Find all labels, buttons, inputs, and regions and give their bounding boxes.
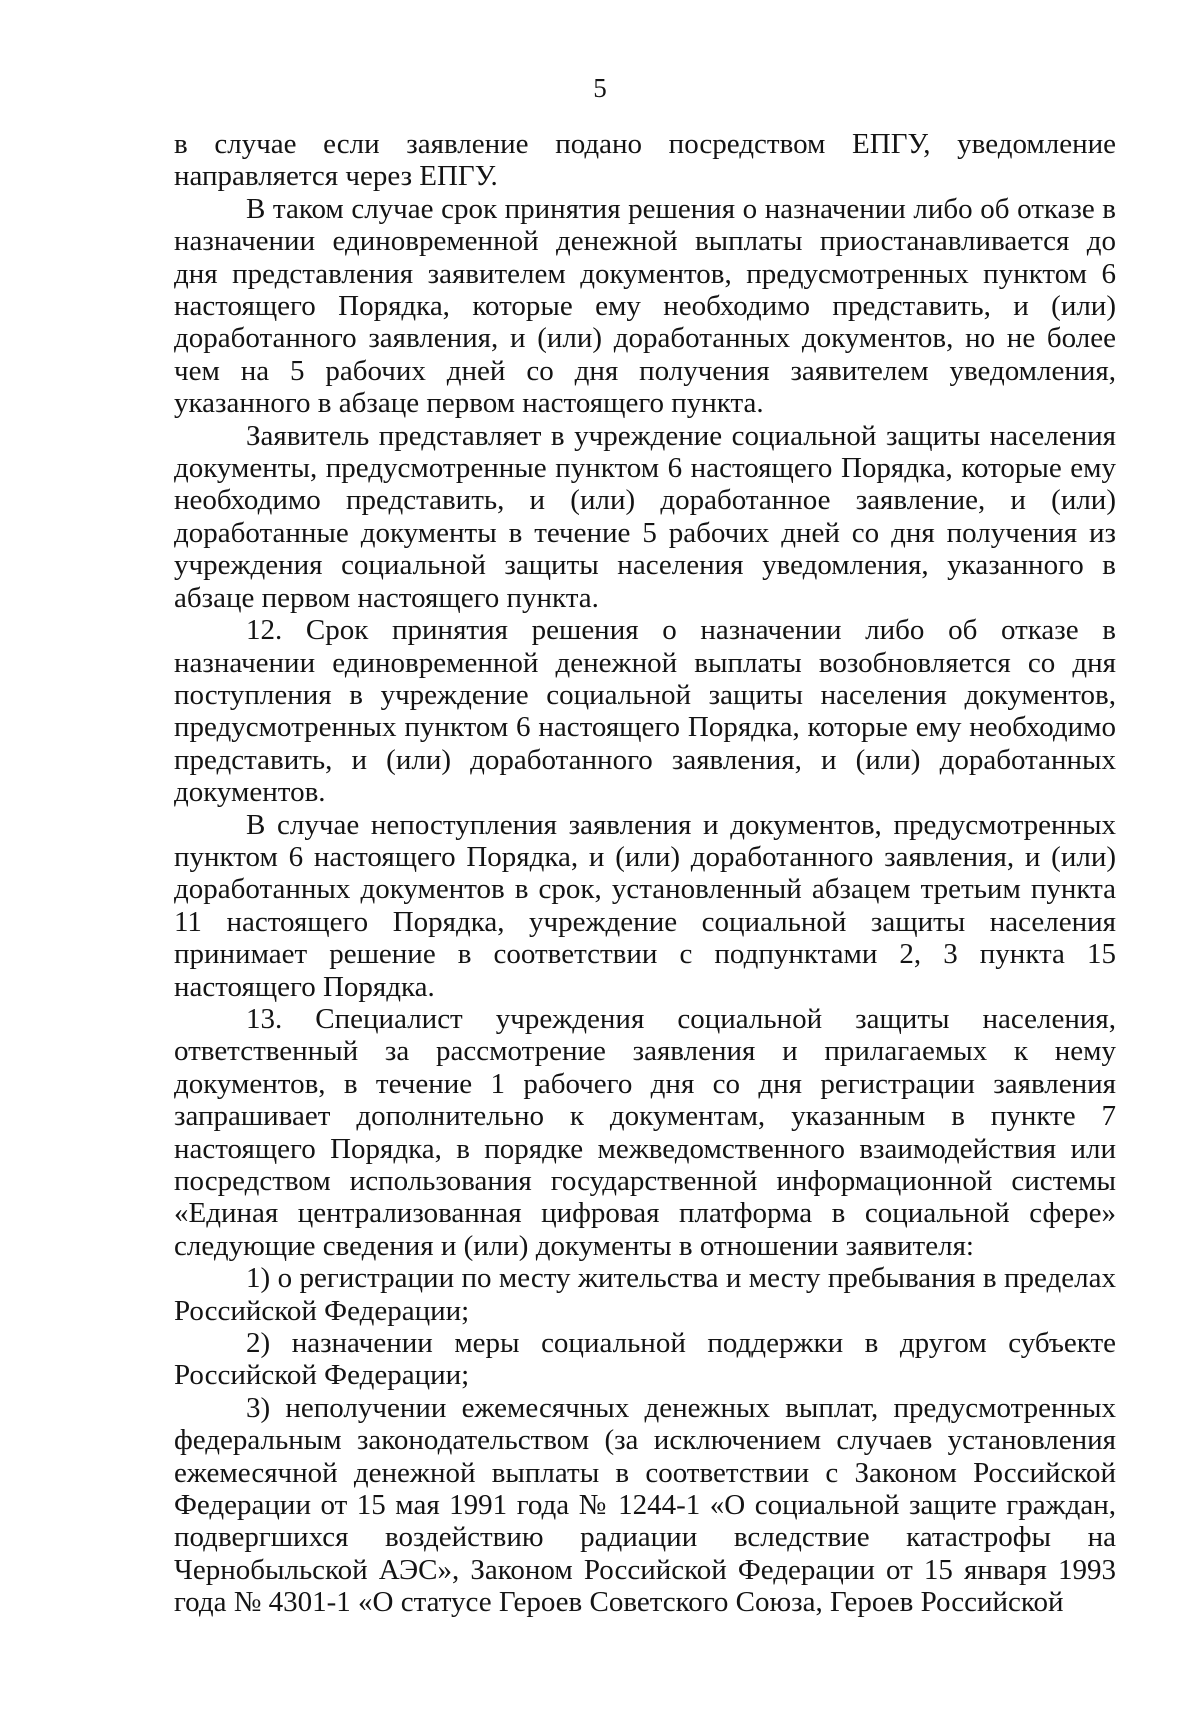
- list-item-1-registration: 1) о регистрации по месту жительства и месту пребывания в пределах Российской Федерации;: [174, 1262, 1116, 1327]
- paragraph-item-12: 12. Срок принятия решения о назначении либо об отказе в назначении единовременной денежной выплаты возобновляется со дня поступления в учреждение социальной защиты населения документов, предусмотренных пунктом 6 настоящего Порядка, которые ему необходимо представить, и (или) доработанного заявления, и (или) доработанных документов.: [174, 614, 1116, 809]
- document-body: [174, 128, 1116, 1619]
- page-number: 5: [593, 73, 607, 103]
- paragraph-notice-via-epgu: в случае если заявление подано посредством ЕПГУ, уведомление направляется через ЕПГУ.: [174, 128, 1116, 193]
- paragraph-item-13: 13. Специалист учреждения социальной защиты населения, ответственный за рассмотрение заявления и прилагаемых к нему документов, в течение 1 рабочего дня со дня регистрации заявления запрашивает дополнительно к документам, указанным в пункте 7 настоящего Порядка, в порядке межведомственного взаимодействия или посредством использования государственной информационной системы «Единая централизованная цифровая платформа в социальной сфере» следующие сведения и (или) документы в отношении заявителя:: [174, 1002, 1116, 1262]
- list-item-3-monthly-payments: 3) неполучении ежемесячных денежных выплат, предусмотренных федеральным законодательством (за исключением случаев установления ежемесячной денежной выплаты в соответствии с Законом Российской Федерации от 15 мая 1991 года № 1244-1 «О социальной защите граждан, подвергшихся воздействию радиации вследствие катастрофы на Чернобыльской АЭС», Законом Российской Федерации от 15 января 1993 года № 4301-1 «О статусе Героев Советского Союза, Героев Российской: [174, 1391, 1116, 1619]
- paragraph-non-receipt: В случае непоступления заявления и документов, предусмотренных пунктом 6 настоящего Порядка, и (или) доработанного заявления, и (или) доработанных документов в срок, установленный абзацем третьим пункта 11 настоящего Порядка, учреждение социальной защиты населения принимает решение в соответствии с подпунктами 2, 3 пункта 15 настоящего Порядка.: [174, 808, 1116, 1003]
- paragraph-deadline-suspension: В таком случае срок принятия решения о назначении либо об отказе в назначении единовременной денежной выплаты приостанавливается до дня представления заявителем документов, предусмотренных пунктом 6 настоящего Порядка, которые ему необходимо представить, и (или) доработанного заявления, и (или) доработанных документов, но не более чем на 5 рабочих дней со дня получения заявителем уведомления, указанного в абзаце первом настоящего пункта.: [174, 192, 1116, 420]
- list-item-2-support-measure: 2) назначении меры социальной поддержки в другом субъекте Российской Федерации;: [174, 1327, 1116, 1392]
- paragraph-applicant-submits-documents: Заявитель представляет в учреждение социальной защиты населения документы, предусмотренные пунктом 6 настоящего Порядка, которые ему необходимо представить, и (или) доработанное заявление, и (или) доработанные документы в течение 5 рабочих дней со дня получения из учреждения социальной защиты населения уведомления, указанного в абзаце первом настоящего пункта.: [174, 419, 1116, 614]
